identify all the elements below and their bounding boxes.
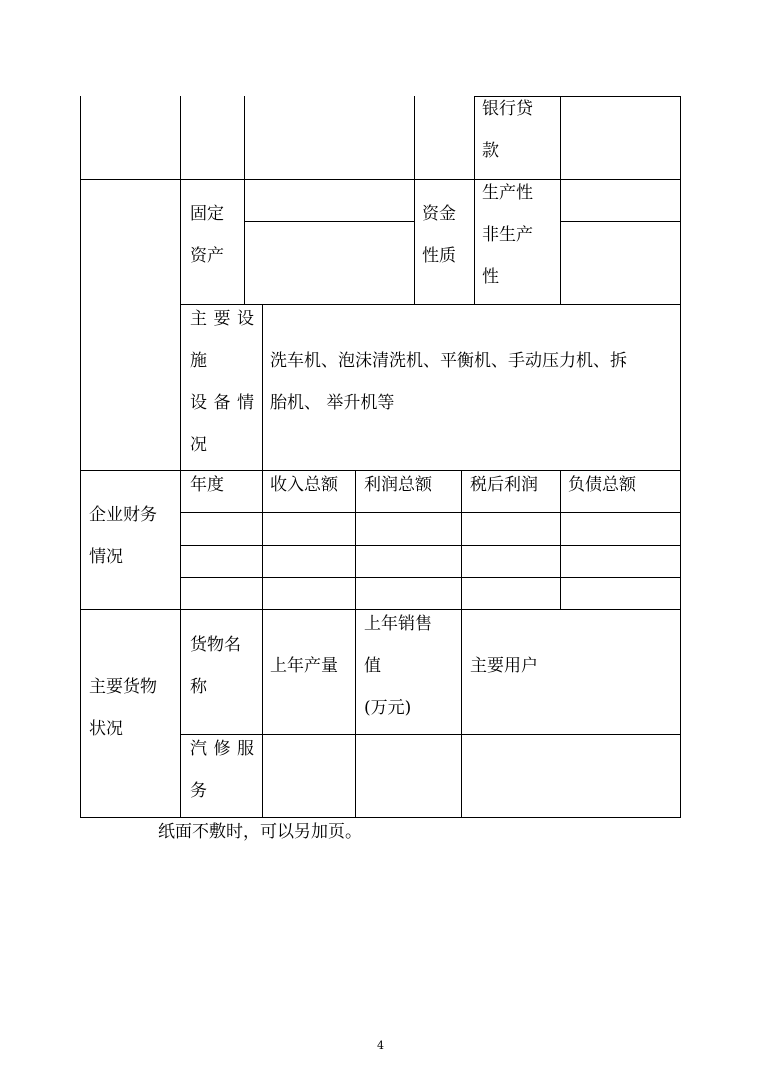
col-divider-asset-value <box>414 96 415 305</box>
row-divider-productive <box>560 221 681 222</box>
productive-label: 生产性 <box>482 183 533 203</box>
bank-loan-label: 银行贷 款 <box>482 99 533 161</box>
row-divider-asset-inner <box>244 221 414 222</box>
col-divider-1 <box>180 96 181 817</box>
finance-header-revenue: 收入总额 <box>270 475 338 495</box>
row-divider-finance-2 <box>180 577 681 578</box>
nonproductive-label: 非生产 性 <box>482 225 533 287</box>
fund-nature-label: 资金 性质 <box>422 204 456 266</box>
finance-section-label: 企业财务 情况 <box>89 505 157 567</box>
col-divider-lower-3 <box>461 470 462 817</box>
goods-users-header: 主要用户 <box>470 656 538 676</box>
row-divider-goods-header <box>180 734 681 735</box>
finance-header-year: 年度 <box>190 475 224 495</box>
col-divider-fund-nature <box>474 96 475 305</box>
table-border-left <box>80 96 81 817</box>
finance-header-profit: 利润总额 <box>364 475 432 495</box>
goods-name-header: 货物名 称 <box>190 635 241 697</box>
goods-section-label: 主要货物 状况 <box>89 677 157 739</box>
row-divider-finance-1 <box>180 545 681 546</box>
col-divider-lower-2 <box>355 470 356 817</box>
footer-note: 纸面不敷时，可以另加页。 <box>158 822 362 842</box>
row-divider-loan <box>80 179 681 180</box>
col-divider-asset-label <box>244 96 245 305</box>
goods-item-name: 汽 修 服 务 <box>190 739 254 801</box>
equipment-label: 主 要 设 施 设 备 情 况 <box>190 309 254 455</box>
fixed-assets-label: 固定 资产 <box>190 204 224 266</box>
finance-header-net-profit: 税后利润 <box>470 475 538 495</box>
equipment-description: 洗车机、泡沫清洗机、平衡机、手动压力机、拆 胎机、 举升机等 <box>270 351 627 413</box>
row-divider-finance-header <box>180 512 681 513</box>
finance-header-liabilities: 负债总额 <box>568 475 636 495</box>
goods-sales-header: 上年销售 值 (万元) <box>364 614 432 718</box>
goods-output-header: 上年产量 <box>270 656 338 676</box>
col-divider-lower-1 <box>262 304 263 817</box>
col-divider-nature-type <box>560 96 561 305</box>
row-divider-assets <box>180 304 681 305</box>
table-border-right <box>680 96 681 817</box>
col-divider-finance-4 <box>560 470 561 610</box>
page-number: 4 <box>377 1039 384 1052</box>
